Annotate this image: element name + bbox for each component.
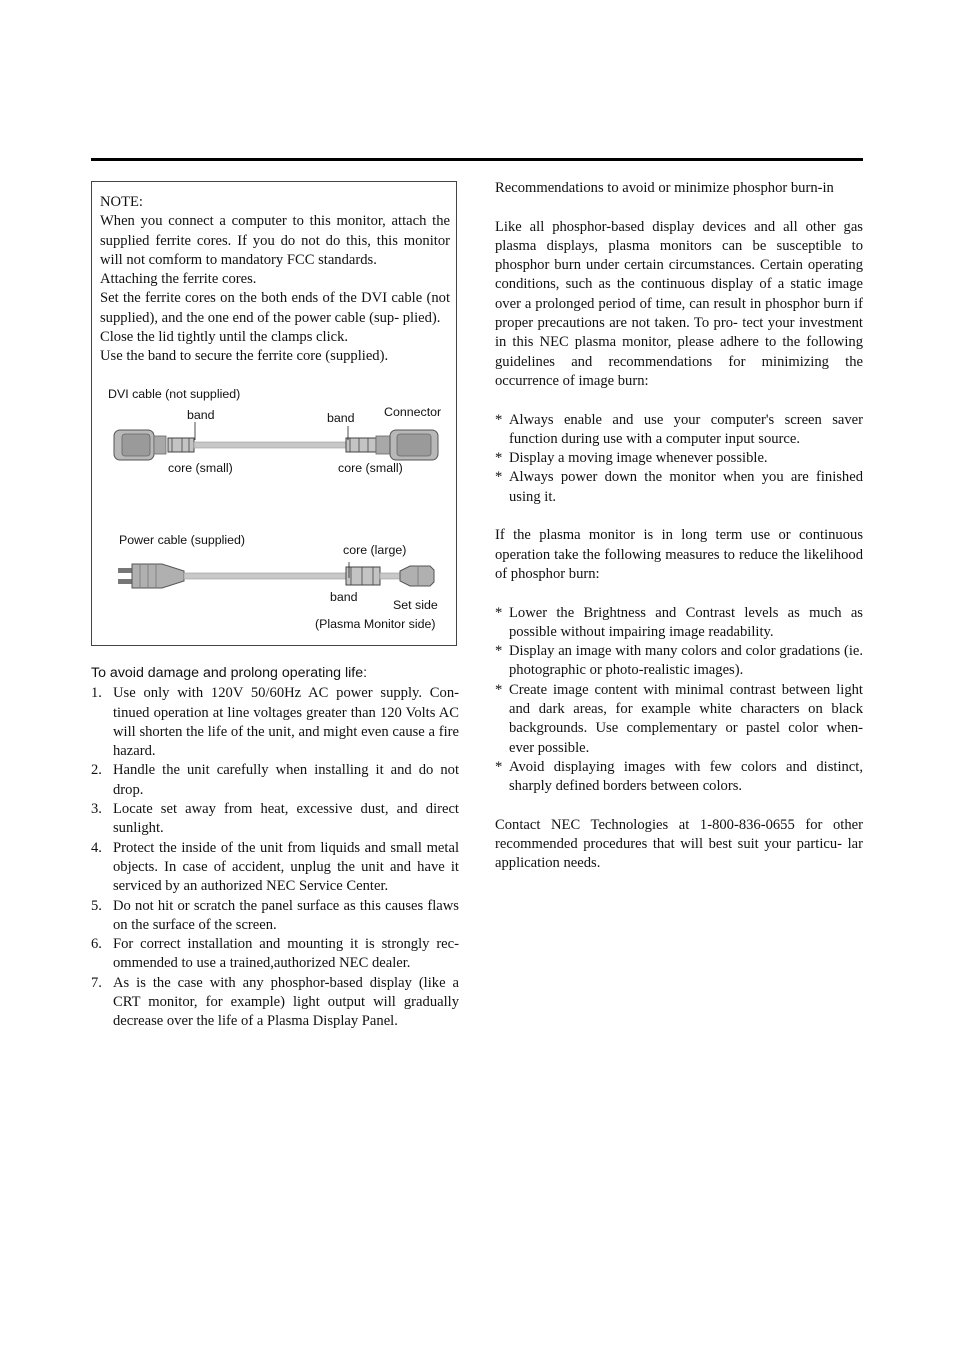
item-text: Always enable and use your computer's screen saver function during use with a computer input source. <box>509 411 863 447</box>
item-text: Use only with 120V 50/60Hz AC power supply. Con- tinued operation at line voltages greater than 120 Volts AC will shorten the life of the unit, and might even cause a fire hazard. <box>113 685 459 760</box>
dvi-cable-label: DVI cable (not supplied) <box>108 387 241 401</box>
note-paragraph: Set the ferrite cores on the both ends of the DVI cable (not supplied), and the one end of the power cable (sup- plied). <box>100 290 450 326</box>
header-rule <box>91 158 863 161</box>
item-number: 2. <box>91 762 102 779</box>
band-label-right: band <box>327 411 355 425</box>
item-text: Display a moving image whenever possible. <box>509 450 768 467</box>
measures-list <box>495 604 863 797</box>
list-item <box>91 800 459 839</box>
list-item <box>91 897 459 936</box>
list-item <box>495 449 863 468</box>
precautions-section <box>91 664 459 1032</box>
plasma-side-label: (Plasma Monitor side) <box>315 617 436 631</box>
list-item <box>495 642 863 681</box>
bullet: * <box>495 681 503 698</box>
connector-label: Connector <box>384 405 442 419</box>
item-text: Create image content with minimal contrast between light and dark areas, for example white characters on black backgrounds. Use complementary or pastel color when- ever possible. <box>509 681 863 756</box>
item-text: Display an image with many colors and color gradations (ie. photographic or photo-realistic images). <box>509 643 863 679</box>
recommendations-section <box>495 179 863 874</box>
item-text: Do not hit or scratch the panel surface as this causes flaws on the surface of the screen. <box>113 897 459 933</box>
item-text: Avoid displaying images with few colors and distinct, sharply defined borders between colors. <box>509 758 863 795</box>
power-cable-label: Power cable (supplied) <box>119 533 246 547</box>
list-item <box>495 604 863 643</box>
bullet: * <box>495 643 503 660</box>
list-item <box>495 681 863 758</box>
bullet: * <box>495 450 503 467</box>
list-item <box>91 974 459 1032</box>
item-number: 7. <box>91 974 102 991</box>
core-large-label: core (large) <box>343 543 407 557</box>
recommendations-intro: Like all phosphor-based display devices and all other gas plasma displays, plasma monitors can be susceptible to phosphor burn under certain circumstances. Certain operating conditions, such as the continuous display of a static image over a prolonged period of time, can result in phosphor burn if proper precautions are not taken. To pro- tect your investment in this NEC plasma monitor, please adhere to the following guidelines and recommendations for minimizing the occurrence of image burn: <box>495 218 863 389</box>
item-number: 1. <box>91 685 102 702</box>
core-small-label-left: core (small) <box>168 461 233 475</box>
band-label-left: band <box>187 408 215 422</box>
list-item <box>495 758 863 797</box>
item-number: 5. <box>91 897 102 914</box>
band-label-power: band <box>330 590 358 604</box>
dvi-cable <box>114 422 438 460</box>
item-text: Protect the inside of the unit from liquids and small metal objects. In case of accident, unplug the unit and have it serviced by an authorized NEC Service Center. <box>113 839 459 895</box>
contact-paragraph: Contact NEC Technologies at 1-800-836-0655 for other recommended procedures that will best suit your particu- lar application needs. <box>495 816 863 872</box>
bullet: * <box>495 411 503 428</box>
list-item <box>495 468 863 507</box>
list-item <box>91 684 459 761</box>
bullet: * <box>495 758 503 775</box>
power-cable <box>118 562 434 588</box>
item-text: For correct installation and mounting it is strongly rec- ommended to use a trained,authorized NEC dealer. <box>113 936 459 972</box>
item-number: 4. <box>91 839 102 856</box>
recommendations-title: Recommendations to avoid or minimize phosphor burn-in <box>495 180 834 196</box>
precautions-heading: To avoid damage and prolong operating life: <box>91 665 368 681</box>
item-number: 6. <box>91 936 102 953</box>
note-paragraph: Use the band to secure the ferrite core (supplied). <box>100 348 389 365</box>
note-box <box>91 181 457 646</box>
precautions-list <box>91 684 459 1031</box>
note-paragraph: When you connect a computer to this monitor, attach the supplied ferrite cores. If you do not do this, this monitor will not comform to mandatory FCC standards. <box>100 213 450 268</box>
list-item <box>91 839 459 897</box>
ferrite-core-diagram <box>92 182 458 647</box>
note-heading: NOTE: <box>100 194 143 210</box>
bullet: * <box>495 469 503 486</box>
continuous-use-paragraph: If the plasma monitor is in long term use or continuous operation take the following measures to reduce the likelihood of phosphor burn: <box>495 527 863 582</box>
bullet: * <box>495 604 503 621</box>
set-side-label: Set side <box>393 598 438 612</box>
item-text: Handle the unit carefully when installing it and do not drop. <box>113 762 459 798</box>
list-item <box>495 411 863 450</box>
item-text: Always power down the monitor when you are finished using it. <box>509 469 863 505</box>
item-text: Locate set away from heat, excessive dust, and direct sunlight. <box>113 801 459 837</box>
item-text: Lower the Brightness and Contrast levels as much as possible without impairing image readability. <box>509 604 863 640</box>
item-number: 3. <box>91 801 102 818</box>
item-text: As is the case with any phosphor-based display (like a CRT monitor, for example) light output will gradually decrease over the life of a Plasma Display Panel. <box>113 974 459 1030</box>
guideline-list <box>495 411 863 507</box>
core-small-label-right: core (small) <box>338 461 403 475</box>
note-paragraph: Attaching the ferrite cores. <box>100 271 257 288</box>
list-item <box>91 761 459 800</box>
note-paragraph: Close the lid tightly until the clamps click. <box>100 329 349 346</box>
list-item <box>91 935 459 974</box>
